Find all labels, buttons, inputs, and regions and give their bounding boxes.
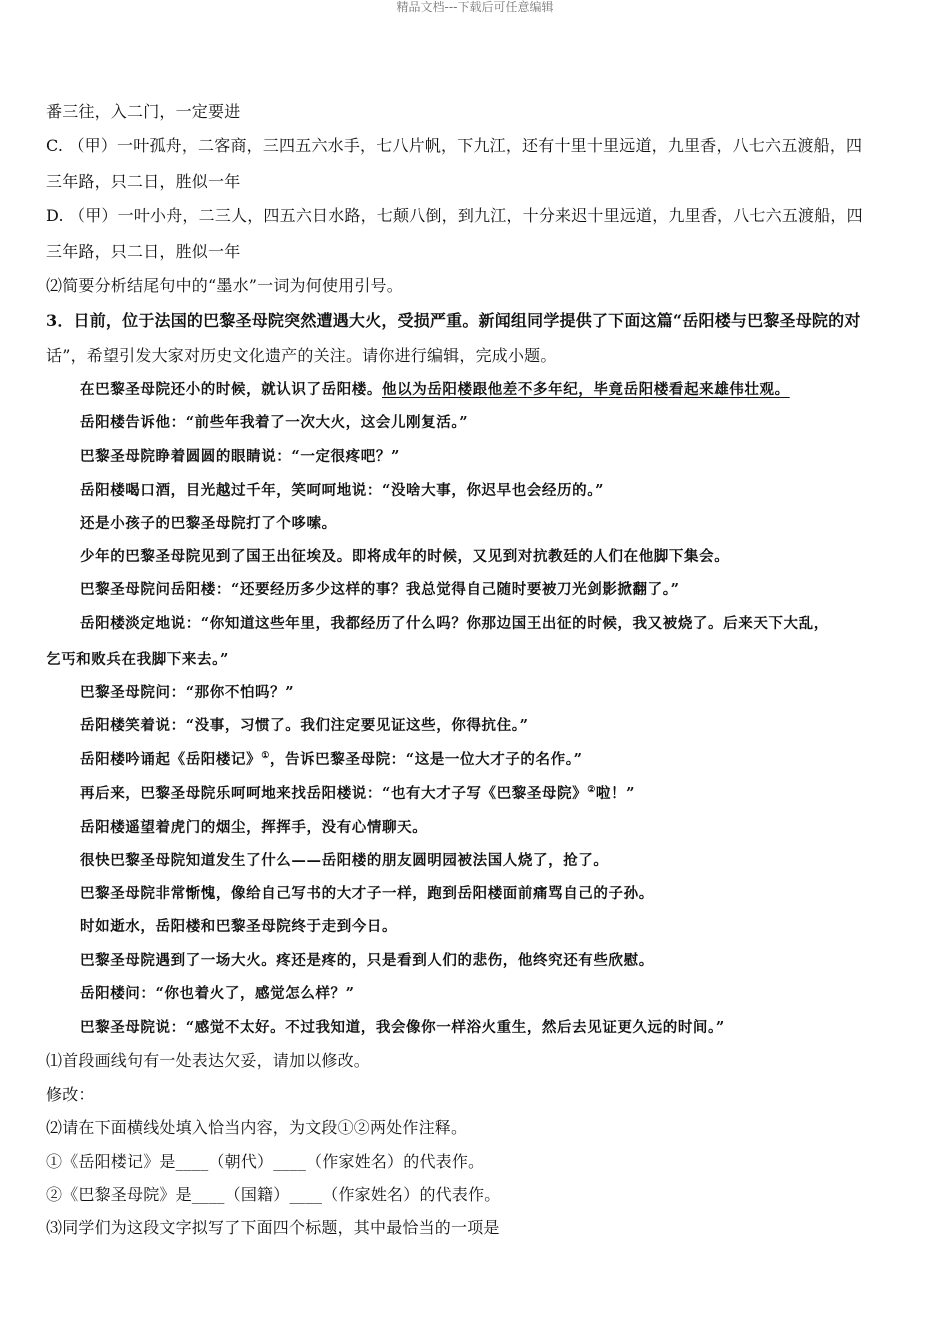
blank-author-2[interactable]: ____ bbox=[289, 1185, 323, 1204]
footnote-marker-2: ② bbox=[587, 785, 596, 796]
note-2-text-a: ②《巴黎圣母院》是 bbox=[46, 1185, 192, 1204]
option-b-tail: 番三往，入二门，一定要进 bbox=[46, 102, 241, 121]
page-header: 精品文档---下载后可任意编辑 bbox=[396, 0, 554, 14]
note-2-text-c: （作家姓名）的代表作。 bbox=[322, 1185, 501, 1204]
passage-paragraph-11 bbox=[80, 750, 583, 770]
option-d-line-2: 三年路，只二日，胜似一年 bbox=[46, 242, 241, 261]
note-1-text-b: （朝代） bbox=[208, 1152, 274, 1171]
note-1-text-a: ①《岳阳楼记》是 bbox=[46, 1152, 176, 1171]
sub-question-2-notes: ⑵请在下面横线处填入恰当内容，为文段①②两处作注释。 bbox=[46, 1118, 468, 1137]
passage-paragraph-18: 岳阳楼问：“你也着火了，感觉怎么样？” bbox=[80, 985, 355, 1002]
sub-question-3: ⑶同学们为这段文字拟写了下面四个标题，其中最恰当的一项是 bbox=[46, 1218, 500, 1237]
passage-paragraph-8-line-1: 岳阳楼淡定地说：“你知道这些年里，我都经历了什么吗？你那边国王出征的时候，我又被烧了。后来天下大乱， bbox=[80, 615, 829, 632]
passage-paragraph-1 bbox=[80, 380, 790, 400]
underlined-sentence: 他以为岳阳楼跟他差不多年纪，毕竟岳阳楼看起来雄伟壮观。 bbox=[382, 381, 790, 398]
question-3-intro-2: 话”，希望引发大家对历史文化遗产的关注。请你进行编辑，完成小题。 bbox=[46, 346, 557, 365]
question-3-intro-1: 3．日前，位于法国的巴黎圣母院突然遭遇大火，受损严重。新闻组同学提供了下面这篇“岳阳楼与巴黎圣母院的对 bbox=[46, 311, 861, 330]
note-1-text-c: （作家姓名）的代表作。 bbox=[306, 1152, 485, 1171]
passage-paragraph-13: 岳阳楼遥望着虎门的烟尘，挥挥手，没有心情聊天。 bbox=[80, 819, 428, 836]
passage-paragraph-3: 巴黎圣母院睁着圆圆的眼睛说：“一定很疼吧？” bbox=[80, 448, 400, 465]
footnote-marker-1: ① bbox=[261, 751, 270, 762]
passage-paragraph-15: 巴黎圣母院非常惭愧，像给自己写书的大才子一样，跑到岳阳楼面前痛骂自己的子孙。 bbox=[80, 885, 654, 902]
sub-question-1: ⑴首段画线句有一处表达欠妥，请加以修改。 bbox=[46, 1051, 371, 1070]
passage-paragraph-12 bbox=[80, 784, 635, 804]
passage-paragraph-6: 少年的巴黎圣母院见到了国王出征埃及。即将成年的时候，又见到对抗教廷的人们在他脚下集会。 bbox=[80, 548, 730, 565]
passage-paragraph-8-line-2: 乞丐和败兵在我脚下来去。” bbox=[46, 651, 229, 668]
paragraph-11-text-b: ，告诉巴黎圣母院：“这是一位大才子的名作。” bbox=[269, 751, 583, 768]
option-c-line-2: 三年路，只二日，胜似一年 bbox=[46, 172, 241, 191]
passage-paragraph-7: 巴黎圣母院问岳阳楼：“还要经历多少这样的事？我总觉得自己随时要被刀光剑影掀翻了。” bbox=[80, 581, 680, 598]
paragraph-12-text-b: 啦！” bbox=[595, 785, 636, 802]
passage-paragraph-16: 时如逝水，岳阳楼和巴黎圣母院终于走到今日。 bbox=[80, 918, 398, 935]
blank-nationality[interactable]: ____ bbox=[191, 1185, 225, 1204]
passage-paragraph-14: 很快巴黎圣母院知道发生了什么——岳阳楼的朋友圆明园被法国人烧了，抢了。 bbox=[80, 852, 609, 869]
note-2-text-b: （国籍） bbox=[224, 1185, 290, 1204]
passage-paragraph-5: 还是小孩子的巴黎圣母院打了个哆嗦。 bbox=[80, 515, 337, 532]
option-c-line-1: C. （甲）一叶孤舟，二客商，三四五六水手，七八片帆，下九江，还有十里十里远道，九里香，八七六五渡船，四 bbox=[46, 136, 863, 155]
paragraph-1-text: 在巴黎圣母院还小的时候，就认识了岳阳楼。 bbox=[80, 381, 382, 398]
note-2 bbox=[46, 1185, 500, 1205]
passage-paragraph-10: 岳阳楼笑着说：“没事，习惯了。我们注定要见证这些，你得抗住。” bbox=[80, 717, 529, 734]
paragraph-12-text-a: 再后来，巴黎圣母院乐呵呵地来找岳阳楼说：“也有大才子写《巴黎圣母院》 bbox=[80, 785, 588, 802]
sub-question-2: ⑵简要分析结尾句中的“墨水”一词为何使用引号。 bbox=[46, 276, 403, 295]
blank-author-1[interactable]: ____ bbox=[273, 1152, 307, 1171]
passage-paragraph-19: 巴黎圣母院说：“感觉不太好。不过我知道，我会像你一样浴火重生，然后去见证更久远的时间。” bbox=[80, 1019, 725, 1036]
passage-paragraph-2: 岳阳楼告诉他：“前些年我着了一次大火，这会儿刚复活。” bbox=[80, 414, 469, 431]
revise-label: 修改： bbox=[46, 1085, 95, 1104]
option-d-line-1: D. （甲）一叶小舟，二三人，四五六日水路，七颠八倒，到九江，十分来迟十里远道，九里香，八七六五渡船，四 bbox=[46, 206, 863, 225]
passage-paragraph-4: 岳阳楼喝口酒，目光越过千年，笑呵呵地说：“没啥大事，你迟早也会经历的。” bbox=[80, 482, 605, 499]
blank-dynasty[interactable]: ____ bbox=[175, 1152, 209, 1171]
passage-paragraph-17: 巴黎圣母院遇到了一场大火。疼还是疼的，只是看到人们的悲伤，他终究还有些欣慰。 bbox=[80, 952, 654, 969]
paragraph-11-text-a: 岳阳楼吟诵起《岳阳楼记》 bbox=[80, 751, 262, 768]
passage-paragraph-9: 巴黎圣母院问：“那你不怕吗？” bbox=[80, 684, 295, 701]
note-1 bbox=[46, 1152, 484, 1172]
